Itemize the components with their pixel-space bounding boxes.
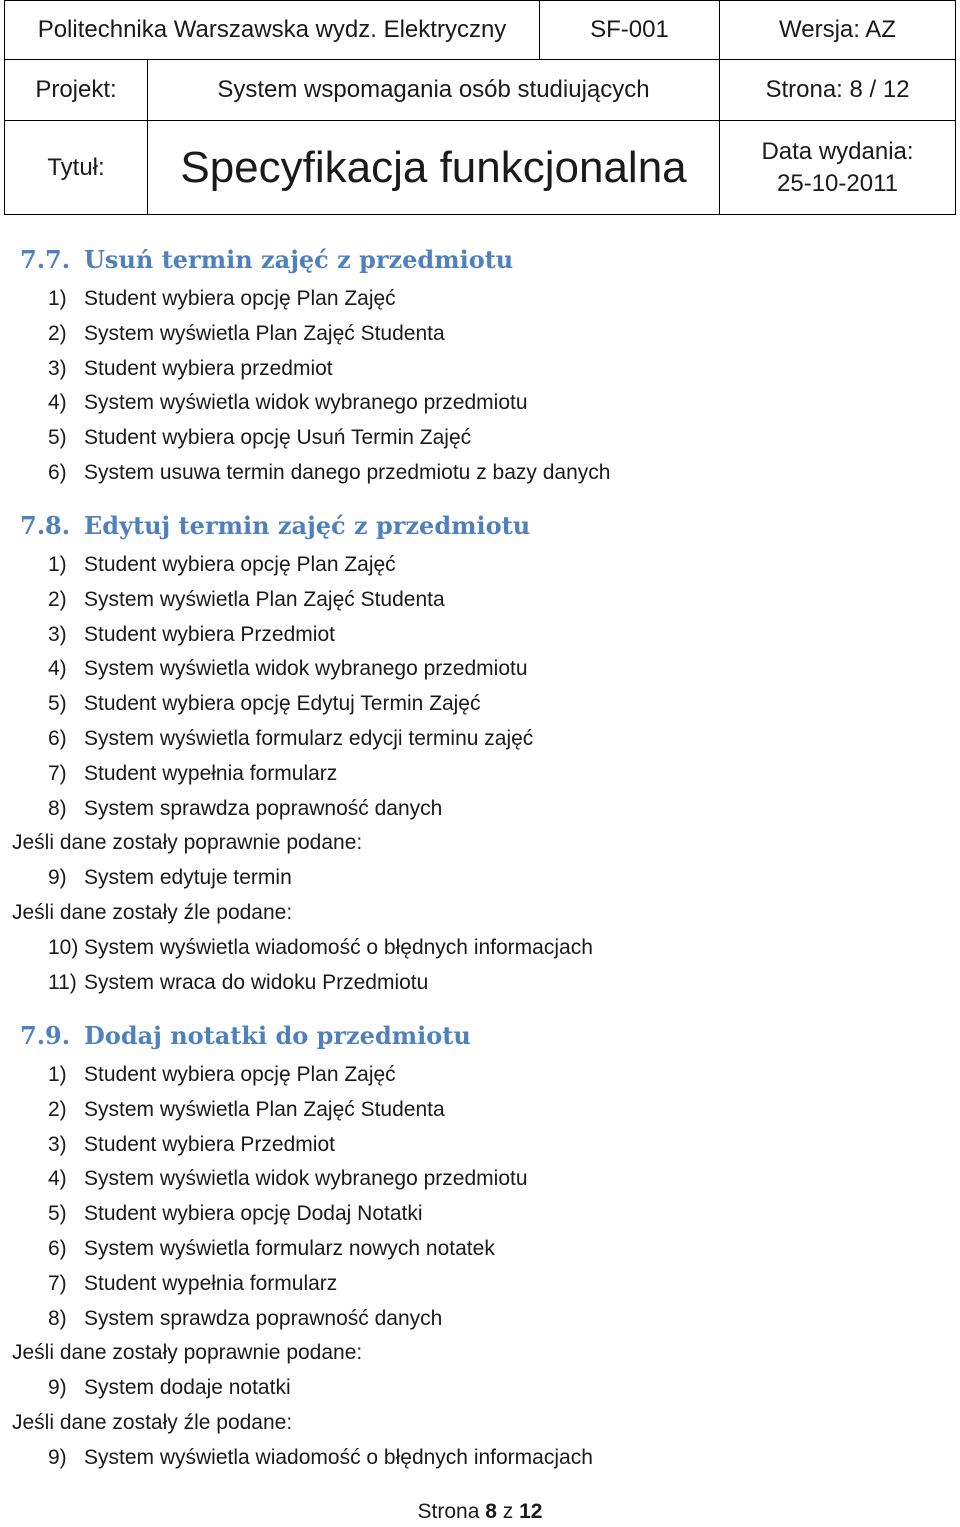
step-item: [48, 860, 292, 895]
step-text: Student wypełnia formularz: [84, 1271, 338, 1295]
step-item: [48, 547, 396, 582]
step-number: 4): [48, 1167, 67, 1191]
step-item: [48, 351, 333, 386]
step-item: [48, 582, 445, 617]
step-number: 7): [48, 1271, 67, 1295]
step-text: Student wybiera opcję Edytuj Termin Zajęć: [84, 692, 481, 716]
step-number: 3): [48, 622, 67, 646]
step-number: 5): [48, 1202, 67, 1226]
step-number: 8): [48, 1306, 67, 1330]
step-number: 1): [48, 553, 67, 576]
step-text: System wyświetla wiadomość o błędnych informacjach: [84, 935, 593, 959]
step-text: Student wybiera opcję Dodaj Notatki: [84, 1202, 423, 1226]
step-text: System wyświetla formularz edycji terminu zajęć: [84, 727, 534, 750]
step-text: System wyświetla widok wybranego przedmiotu: [84, 657, 528, 681]
section-number: 7.9.: [20, 1021, 71, 1050]
step-text: System wyświetla Plan Zajęć Studenta: [84, 321, 445, 345]
step-item: [48, 721, 533, 756]
condition-label: Jeśli dane zostały źle podane:: [12, 901, 293, 924]
step-text: System usuwa termin danego przedmiotu z bazy danych: [84, 461, 611, 484]
step-text: Student wybiera Przedmiot: [84, 622, 335, 646]
step-text: System wyświetla wiadomość o błędnych informacjach: [84, 1445, 593, 1469]
step-item: [48, 1127, 335, 1162]
step-text: Student wybiera przedmiot: [84, 356, 333, 380]
step-number: 10): [48, 935, 79, 959]
document-version: Wersja: AZ: [719, 0, 956, 60]
step-text: Student wybiera opcję Plan Zajęć: [84, 1063, 396, 1086]
step-number: 4): [48, 391, 67, 415]
section-title: Usuń termin zajęć z przedmiotu: [84, 245, 514, 274]
step-number: 4): [48, 657, 67, 681]
page-info: Strona: 8 / 12: [719, 59, 956, 121]
step-number: 2): [48, 321, 67, 345]
step-item: [48, 930, 593, 965]
step-text: Student wypełnia formularz: [84, 761, 338, 785]
step-text: System wyświetla widok wybranego przedmiotu: [84, 1167, 528, 1191]
step-item: [48, 651, 528, 686]
step-number: 5): [48, 426, 67, 450]
project-name: System wspomagania osób studiujących: [147, 59, 720, 121]
page-footer: [0, 1500, 960, 1524]
step-number: 6): [48, 727, 67, 750]
step-item: [48, 756, 337, 791]
step-item: [48, 385, 528, 420]
step-text: System wyświetla Plan Zajęć Studenta: [84, 1097, 445, 1121]
step-number: 1): [48, 1063, 67, 1086]
step-text: Student wybiera opcję Plan Zajęć: [84, 287, 396, 310]
step-item: [48, 1266, 337, 1301]
step-item: [48, 791, 442, 826]
condition-label: Jeśli dane zostały poprawnie podane:: [12, 1341, 363, 1365]
step-number: 6): [48, 1237, 67, 1260]
step-number: 3): [48, 1132, 67, 1156]
footer-prefix: Strona: [417, 1500, 480, 1523]
title-label: Tytuł:: [4, 120, 148, 215]
step-number: 2): [48, 587, 67, 611]
step-text: System wyświetla formularz nowych notatek: [84, 1237, 495, 1260]
step-number: 5): [48, 692, 67, 716]
issue-date-value: 25-10-2011: [777, 169, 898, 197]
step-number: 7): [48, 761, 67, 785]
step-item: [48, 1161, 528, 1196]
step-item: [48, 1057, 396, 1092]
section-heading: [20, 506, 530, 546]
step-item: [48, 420, 471, 455]
issue-date: [719, 120, 956, 215]
project-label: Projekt:: [4, 59, 148, 121]
organization-name: Politechnika Warszawska wydz. Elektryczny: [4, 0, 540, 60]
section-number: 7.7.: [20, 245, 71, 274]
footer-separator: z: [502, 1500, 514, 1523]
step-number: 11): [48, 970, 77, 994]
step-number: 2): [48, 1097, 67, 1121]
step-item: [48, 617, 335, 652]
step-item: [48, 1370, 291, 1405]
section-title: Edytuj termin zajęć z przedmiotu: [84, 511, 531, 540]
document-title: Specyfikacja funkcjonalna: [147, 120, 720, 215]
step-item: [48, 1440, 593, 1475]
step-text: System wyświetla widok wybranego przedmiotu: [84, 391, 528, 415]
step-number: 9): [48, 1376, 67, 1400]
condition-label: Jeśli dane zostały poprawnie podane:: [12, 831, 363, 855]
step-item: [48, 686, 480, 721]
step-number: 3): [48, 356, 67, 380]
step-number: 9): [48, 866, 67, 890]
step-item: [48, 455, 610, 490]
step-text: Student wybiera Przedmiot: [84, 1132, 335, 1156]
step-item: [48, 965, 428, 1000]
step-item: [48, 316, 445, 351]
step-item: [48, 281, 396, 316]
footer-current-page: 8: [485, 1500, 497, 1523]
footer-total-pages: 12: [519, 1500, 543, 1523]
section-heading: [20, 240, 513, 280]
document-header: [4, 0, 956, 215]
step-text: System edytuje termin: [84, 866, 292, 890]
step-text: Student wybiera opcję Usuń Termin Zajęć: [84, 426, 472, 450]
section-heading: [20, 1016, 471, 1056]
step-number: 6): [48, 461, 67, 484]
step-text: System wyświetla Plan Zajęć Studenta: [84, 587, 445, 611]
step-text: Student wybiera opcję Plan Zajęć: [84, 553, 396, 576]
condition-label: Jeśli dane zostały źle podane:: [12, 1411, 293, 1434]
step-item: [48, 1301, 442, 1336]
document-code: SF-001: [539, 0, 720, 60]
step-item: [48, 1092, 445, 1127]
step-item: [48, 1196, 423, 1231]
step-text: System wraca do widoku Przedmiotu: [84, 970, 429, 994]
section-number: 7.8.: [20, 511, 71, 540]
step-text: System sprawdza poprawność danych: [84, 796, 443, 820]
step-text: System dodaje notatki: [84, 1376, 291, 1400]
step-number: 9): [48, 1445, 67, 1469]
section-title: Dodaj notatki do przedmiotu: [84, 1021, 471, 1050]
issue-date-label: Data wydania:: [761, 137, 914, 165]
step-number: 8): [48, 796, 67, 820]
step-text: System sprawdza poprawność danych: [84, 1306, 443, 1330]
step-number: 1): [48, 287, 67, 310]
step-item: [48, 1231, 495, 1266]
